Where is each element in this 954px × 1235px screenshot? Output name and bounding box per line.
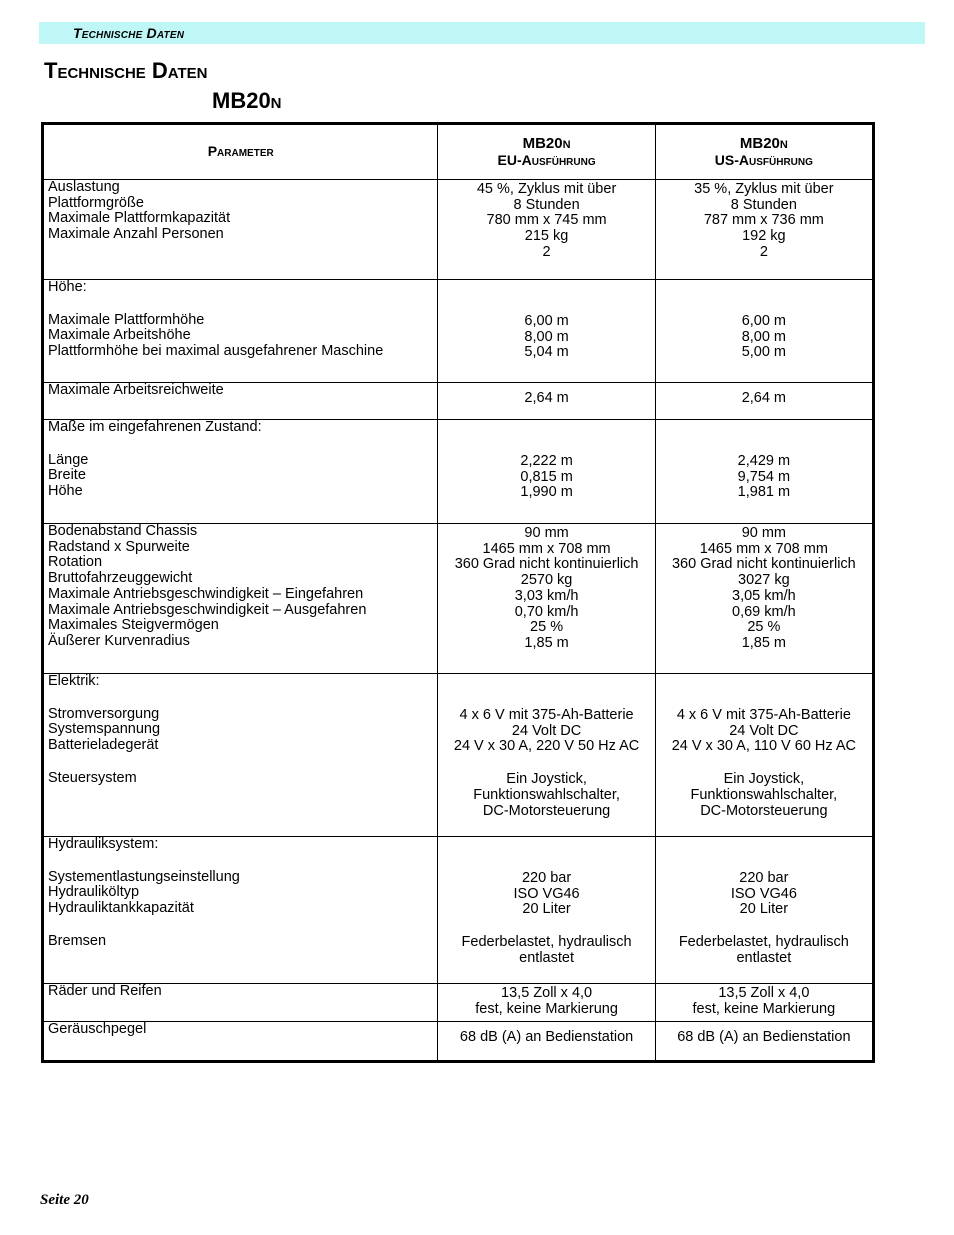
param-label: Höhe <box>48 483 83 500</box>
header-parameter <box>43 124 438 180</box>
header-eu <box>438 124 655 180</box>
table-row <box>43 180 874 280</box>
header-eu-model: MB20n <box>522 135 571 152</box>
param-label: Steuersystem <box>48 769 137 786</box>
param-cell <box>43 280 438 383</box>
us-value: 1,981 m <box>737 484 791 501</box>
spacer <box>48 754 433 771</box>
us-value: Ein Joystick, <box>723 771 805 788</box>
section-header-label: Technische Daten <box>73 25 185 41</box>
param-label: Maximale Arbeitsreichweite <box>48 382 224 398</box>
spacer <box>48 917 433 934</box>
us-value: DC-Motorsteuerung <box>700 802 828 819</box>
param-label: Maximale Plattformkapazität <box>48 210 231 227</box>
us-value: Funktionswahlschalter, <box>690 786 838 803</box>
us-value: 20 Liter <box>739 901 789 918</box>
table-row <box>43 1022 874 1062</box>
spacer <box>48 853 433 870</box>
eu-value: 24 Volt DC <box>511 722 582 739</box>
us-value: 6,00 m <box>741 313 787 329</box>
us-value-cell <box>655 280 873 383</box>
eu-value-cell <box>438 420 655 524</box>
eu-value: 1,990 m <box>520 484 573 501</box>
eu-value: 2,64 m <box>524 390 569 406</box>
us-value-cell <box>655 524 873 674</box>
eu-value-cell <box>438 524 655 674</box>
header-us <box>655 124 873 180</box>
eu-value: 0,70 km/h <box>514 603 579 620</box>
us-value: 25 % <box>747 619 781 636</box>
us-value: entlastet <box>736 949 792 966</box>
eu-value: 5,04 m <box>524 344 569 361</box>
param-label: Äußerer Kurvenradius <box>48 632 190 649</box>
us-value-cell <box>655 383 873 420</box>
param-label: Geräuschpegel <box>48 1021 147 1037</box>
eu-value-cell <box>438 1022 655 1062</box>
param-cell <box>43 383 438 420</box>
us-value-cell <box>655 420 873 524</box>
us-value-cell <box>655 1022 873 1062</box>
table-row <box>43 524 874 674</box>
header-us-model: MB20n <box>739 135 788 152</box>
param-label: Maximale Arbeitshöhe <box>48 327 191 344</box>
us-value: 24 Volt DC <box>729 722 799 739</box>
us-value: 220 bar <box>739 870 789 886</box>
param-label: Bruttofahrzeuggewicht <box>48 570 193 587</box>
us-value-cell <box>655 674 873 837</box>
eu-value: 0,815 m <box>520 468 573 485</box>
spec-table <box>41 122 875 1063</box>
eu-value: 3,03 km/h <box>514 587 579 604</box>
param-label: Radstand x Spurweite <box>48 538 190 555</box>
param-label: Rotation <box>48 554 103 571</box>
us-value-cell <box>655 984 873 1022</box>
us-value: 68 dB (A) an Bedienstation <box>677 1029 851 1045</box>
param-label: Auslastung <box>48 179 120 195</box>
us-value: 24 V x 30 A, 110 V 60 Hz AC <box>671 738 857 755</box>
us-value: 787 mm x 736 mm <box>703 212 824 229</box>
spacer <box>442 918 650 935</box>
us-value: ISO VG46 <box>730 885 797 902</box>
eu-value-cell <box>438 837 655 984</box>
eu-value: 780 mm x 745 mm <box>486 212 607 229</box>
header-us-variant: US-Ausführung <box>714 152 813 168</box>
param-label: Maximale Antriebsgeschwindigkeit – Ausgefahren <box>48 601 367 618</box>
eu-value: 2,222 m <box>520 453 573 469</box>
param-label: Maximale Anzahl Personen <box>48 226 224 243</box>
us-value: 8,00 m <box>741 328 787 345</box>
us-value-cell <box>655 837 873 984</box>
us-value-cell <box>655 180 873 280</box>
eu-value: 8,00 m <box>524 328 569 345</box>
us-value: 9,754 m <box>737 468 791 485</box>
param-label: Batterieladegerät <box>48 737 159 754</box>
eu-value: 6,00 m <box>524 313 569 329</box>
param-label: Maximale Plattformhöhe <box>48 311 205 328</box>
spacer <box>48 436 433 453</box>
param-group-heading: Höhe: <box>48 279 87 295</box>
table-row <box>43 984 874 1022</box>
eu-value: 1465 mm x 708 mm <box>482 540 611 557</box>
eu-value: 220 bar <box>521 870 572 886</box>
us-value: 360 Grad nicht kontinuierlich <box>671 556 856 573</box>
spacer <box>48 296 433 313</box>
spec-table-body <box>43 180 874 1062</box>
param-label: Räder und Reifen <box>48 983 162 999</box>
eu-value-cell <box>438 280 655 383</box>
header-parameter-label: Parameter <box>207 143 274 160</box>
us-value: fest, keine Markierung <box>692 1000 836 1017</box>
eu-value: 8 Stunden <box>513 196 580 213</box>
eu-value: ISO VG46 <box>513 885 580 902</box>
param-cell <box>43 420 438 524</box>
us-value: 8 Stunden <box>730 196 797 213</box>
us-value: 3,05 km/h <box>732 587 796 604</box>
param-group-heading: Hydrauliksystem: <box>48 836 159 852</box>
param-cell <box>43 837 438 984</box>
param-label: Hydrauliköltyp <box>48 884 140 901</box>
spacer <box>660 755 868 772</box>
eu-value-cell <box>438 984 655 1022</box>
table-row <box>43 420 874 524</box>
param-cell <box>43 984 438 1022</box>
param-label: Maximale Antriebsgeschwindigkeit – Eingefahren <box>48 585 364 602</box>
us-value: 35 %, Zyklus mit über <box>694 181 834 197</box>
param-label: Länge <box>48 451 89 468</box>
param-cell <box>43 674 438 837</box>
param-label: Maximales Steigvermögen <box>48 617 219 634</box>
eu-value: Federbelastet, hydraulisch <box>461 934 632 951</box>
param-label: Systemspannung <box>48 721 161 738</box>
us-value: 2,64 m <box>741 390 787 406</box>
table-header-row <box>43 124 874 180</box>
param-label: Bodenabstand Chassis <box>48 523 198 539</box>
section-header-bar <box>39 22 925 44</box>
eu-value: 2 <box>542 243 551 260</box>
us-value: Federbelastet, hydraulisch <box>678 934 849 951</box>
eu-value: entlastet <box>519 949 574 966</box>
eu-value: Ein Joystick, <box>506 771 587 788</box>
param-cell <box>43 1022 438 1062</box>
eu-value: Funktionswahlschalter, <box>473 786 620 803</box>
param-label: Breite <box>48 467 86 484</box>
spacer <box>48 690 433 707</box>
param-label: Plattformhöhe bei maximal ausgefahrener Maschine <box>48 343 384 360</box>
eu-value: fest, keine Markierung <box>475 1000 618 1017</box>
eu-value: 24 V x 30 A, 220 V 50 Hz AC <box>453 738 640 755</box>
table-row <box>43 837 874 984</box>
page-number: Seite 20 <box>40 1192 89 1208</box>
us-value: 1,85 m <box>741 634 787 651</box>
table-row <box>43 383 874 420</box>
param-label: Plattformgröße <box>48 194 144 211</box>
table-row <box>43 280 874 383</box>
spacer <box>442 755 650 772</box>
param-group-heading: Elektrik: <box>48 673 100 689</box>
param-group-heading: Maße im eingefahrenen Zustand: <box>48 419 262 435</box>
us-value: 13,5 Zoll x 4,0 <box>718 985 810 1001</box>
param-label: Bremsen <box>48 932 107 949</box>
table-row <box>43 674 874 837</box>
us-value: 4 x 6 V mit 375-Ah-Batterie <box>676 707 851 723</box>
page-title: Technische Daten <box>44 58 208 83</box>
eu-value-cell <box>438 383 655 420</box>
eu-value: 68 dB (A) an Bedienstation <box>459 1029 634 1045</box>
us-value: 2,429 m <box>737 453 791 469</box>
eu-value: DC-Motorsteuerung <box>482 802 611 819</box>
eu-value: 45 %, Zyklus mit über <box>476 181 617 197</box>
us-value: 192 kg <box>742 228 786 245</box>
eu-value: 360 Grad nicht kontinuierlich <box>454 556 639 573</box>
eu-value: 13,5 Zoll x 4,0 <box>501 985 593 1001</box>
spacer <box>660 918 868 935</box>
param-cell <box>43 524 438 674</box>
eu-value-cell <box>438 674 655 837</box>
eu-value: 2570 kg <box>520 572 573 589</box>
eu-value: 1,85 m <box>524 634 569 651</box>
eu-value: 4 x 6 V mit 375-Ah-Batterie <box>459 707 634 723</box>
eu-value: 25 % <box>530 619 564 636</box>
eu-value: 20 Liter <box>522 901 571 918</box>
eu-value-cell <box>438 180 655 280</box>
param-label: Systementlastungseinstellung <box>48 868 240 885</box>
us-value: 90 mm <box>741 525 787 541</box>
eu-value: 215 kg <box>524 228 569 245</box>
us-value: 3027 kg <box>738 572 790 589</box>
us-value: 5,00 m <box>741 344 787 361</box>
param-label: Hydrauliktankkapazität <box>48 900 194 917</box>
param-cell <box>43 180 438 280</box>
header-eu-variant: EU-Ausführung <box>497 152 596 168</box>
model-subtitle: MB20n <box>212 88 282 113</box>
eu-value: 90 mm <box>524 525 569 541</box>
us-value: 0,69 km/h <box>732 603 796 620</box>
us-value: 1465 mm x 708 mm <box>699 540 828 557</box>
param-label: Stromversorgung <box>48 705 160 722</box>
us-value: 2 <box>759 243 768 260</box>
